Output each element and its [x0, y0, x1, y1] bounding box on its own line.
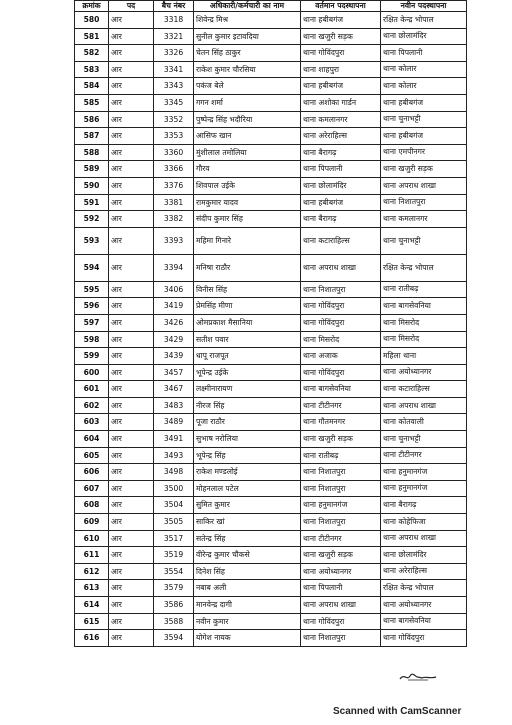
current-posting-cell: थाना शाहपुरा — [301, 61, 381, 78]
header-new-posting: नवीन पदस्थापना — [381, 1, 467, 12]
new-posting-cell: थाना कमलानगर — [381, 211, 467, 228]
serial-cell: 594 — [75, 254, 109, 281]
new-posting-cell: थाना बागसेवनिया — [381, 298, 467, 315]
batch-cell: 3579 — [154, 580, 194, 597]
batch-cell: 3321 — [154, 28, 194, 45]
table-row — [75, 397, 467, 414]
name-cell: राकेश कुमार चौरसिया — [194, 61, 301, 78]
post-cell: आर — [109, 447, 154, 464]
table-row — [75, 144, 467, 161]
batch-cell: 3394 — [154, 254, 194, 281]
header-batch: बैच नंबर — [154, 1, 194, 12]
new-posting-cell: थाना हनुमानगंज — [381, 480, 467, 497]
new-posting-cell: थाना बैरागढ़ — [381, 497, 467, 514]
serial-cell: 592 — [75, 211, 109, 228]
new-posting-cell: थाना कोलार — [381, 61, 467, 78]
current-posting-cell: थाना निशातपुरा — [301, 630, 381, 647]
batch-cell: 3406 — [154, 281, 194, 298]
current-posting-cell: थाना अपराध शाखा — [301, 254, 381, 281]
table-row — [75, 431, 467, 448]
new-posting-cell: थाना एमपीनगर — [381, 144, 467, 161]
current-posting-cell: थाना गोविंदपुरा — [301, 298, 381, 315]
name-cell: सतेन्द्र सिंह — [194, 530, 301, 547]
current-posting-cell: थाना अयोध्यानगर — [301, 563, 381, 580]
table-row — [75, 111, 467, 128]
header-serial: क्रमांक — [75, 1, 109, 12]
table-row — [75, 497, 467, 514]
current-posting-cell: थाना निशातपुरा — [301, 514, 381, 531]
current-posting-cell: थाना हनुमानगंज — [301, 497, 381, 514]
new-posting-cell: थाना कोलार — [381, 78, 467, 95]
new-posting-cell: महिला थाना — [381, 348, 467, 365]
new-posting-cell: रक्षित केन्द्र भोपाल — [381, 12, 467, 29]
post-cell: आर — [109, 331, 154, 348]
current-posting-cell: थाना अजाक — [301, 348, 381, 365]
table-row — [75, 227, 467, 254]
batch-cell: 3360 — [154, 144, 194, 161]
batch-cell: 3352 — [154, 111, 194, 128]
current-posting-cell: थाना गोविंदपुरा — [301, 314, 381, 331]
batch-cell: 3419 — [154, 298, 194, 315]
table-row — [75, 530, 467, 547]
table-row — [75, 331, 467, 348]
table-row — [75, 28, 467, 45]
new-posting-cell: थाना कटाराहिल्स — [381, 381, 467, 398]
new-posting-cell: थाना मिसरोद — [381, 331, 467, 348]
table-row — [75, 547, 467, 564]
post-cell: आर — [109, 28, 154, 45]
post-cell: आर — [109, 547, 154, 564]
batch-cell: 3343 — [154, 78, 194, 95]
name-cell: सुनील कुमार इटावदिया — [194, 28, 301, 45]
table-row — [75, 630, 467, 647]
batch-cell: 3554 — [154, 563, 194, 580]
batch-cell: 3318 — [154, 12, 194, 29]
table-row — [75, 348, 467, 365]
name-cell: विनीस सिंह — [194, 281, 301, 298]
new-posting-cell: थाना छोलामंदिर — [381, 28, 467, 45]
name-cell: शिवपाल उईके — [194, 177, 301, 194]
serial-cell: 600 — [75, 364, 109, 381]
name-cell: संदीप कुमार सिंह — [194, 211, 301, 228]
serial-cell: 599 — [75, 348, 109, 365]
serial-cell: 608 — [75, 497, 109, 514]
batch-cell: 3429 — [154, 331, 194, 348]
post-cell: आर — [109, 630, 154, 647]
new-posting-cell: थाना अपराध शाखा — [381, 530, 467, 547]
new-posting-cell: थाना हबीबगंज — [381, 94, 467, 111]
post-cell: आर — [109, 381, 154, 398]
table-row — [75, 12, 467, 29]
new-posting-cell: थाना अपराध शाखा — [381, 177, 467, 194]
current-posting-cell: थाना निशातपुरा — [301, 480, 381, 497]
name-cell: पुष्पेन्द्र सिंह भदौरिया — [194, 111, 301, 128]
current-posting-cell: थाना रातीबढ़ — [301, 447, 381, 464]
name-cell: लक्ष्मीनारायण — [194, 381, 301, 398]
new-posting-cell: थाना अरेराहिल्स — [381, 563, 467, 580]
new-posting-cell: थाना अयोध्यानगर — [381, 597, 467, 614]
new-posting-cell: थाना हबीबगंज — [381, 128, 467, 145]
batch-cell: 3353 — [154, 128, 194, 145]
post-cell: आर — [109, 254, 154, 281]
serial-cell: 611 — [75, 547, 109, 564]
batch-cell: 3505 — [154, 514, 194, 531]
serial-cell: 595 — [75, 281, 109, 298]
serial-cell: 590 — [75, 177, 109, 194]
batch-cell: 3588 — [154, 613, 194, 630]
batch-cell: 3594 — [154, 630, 194, 647]
name-cell: पकंज बेले — [194, 78, 301, 95]
post-cell: आर — [109, 298, 154, 315]
post-cell: आर — [109, 397, 154, 414]
name-cell: वीरेन्द्र कुमार चौकसे — [194, 547, 301, 564]
post-cell: आर — [109, 497, 154, 514]
table-row — [75, 45, 467, 62]
name-cell: पूजा राठौर — [194, 414, 301, 431]
name-cell: प्रेमसिंह मीणा — [194, 298, 301, 315]
current-posting-cell: थाना पिपलानी — [301, 161, 381, 178]
table-row — [75, 161, 467, 178]
name-cell: सतीश पवार — [194, 331, 301, 348]
current-posting-cell: थाना गोविंदपुरा — [301, 613, 381, 630]
header-current-posting: वर्तमान पदस्थापना — [301, 1, 381, 12]
name-cell: मोहनलाल पटेल — [194, 480, 301, 497]
batch-cell: 3381 — [154, 194, 194, 211]
transfer-list-sheet — [74, 0, 466, 647]
serial-cell: 610 — [75, 530, 109, 547]
serial-cell: 612 — [75, 563, 109, 580]
table-row — [75, 514, 467, 531]
current-posting-cell: थाना बैरागढ़ — [301, 144, 381, 161]
current-posting-cell: थाना खजुरी सड़क — [301, 28, 381, 45]
serial-cell: 583 — [75, 61, 109, 78]
serial-cell: 591 — [75, 194, 109, 211]
batch-cell: 3457 — [154, 364, 194, 381]
serial-cell: 581 — [75, 28, 109, 45]
post-cell: आर — [109, 464, 154, 481]
post-cell: आर — [109, 480, 154, 497]
batch-cell: 3483 — [154, 397, 194, 414]
serial-cell: 607 — [75, 480, 109, 497]
post-cell: आर — [109, 94, 154, 111]
name-cell: साकिर खां — [194, 514, 301, 531]
current-posting-cell: थाना गौतमनगर — [301, 414, 381, 431]
post-cell: आर — [109, 364, 154, 381]
batch-cell: 3500 — [154, 480, 194, 497]
batch-cell: 3519 — [154, 547, 194, 564]
current-posting-cell: थाना कटाराहिल्स — [301, 227, 381, 254]
name-cell: गगन शर्मा — [194, 94, 301, 111]
name-cell: भूपेन्द्र सिंह — [194, 447, 301, 464]
batch-cell: 3382 — [154, 211, 194, 228]
name-cell: सुभाष नरोलिया — [194, 431, 301, 448]
current-posting-cell: थाना गोविंदपुरा — [301, 45, 381, 62]
serial-cell: 596 — [75, 298, 109, 315]
batch-cell: 3504 — [154, 497, 194, 514]
current-posting-cell: थाना टीटीनगर — [301, 530, 381, 547]
serial-cell: 582 — [75, 45, 109, 62]
name-cell: राकेश मण्डलोई — [194, 464, 301, 481]
serial-cell: 601 — [75, 381, 109, 398]
table-row — [75, 78, 467, 95]
serial-cell: 604 — [75, 431, 109, 448]
batch-cell: 3341 — [154, 61, 194, 78]
post-cell: आर — [109, 61, 154, 78]
serial-cell: 615 — [75, 613, 109, 630]
batch-cell: 3586 — [154, 597, 194, 614]
new-posting-cell: थाना टीटीनगर — [381, 447, 467, 464]
table-row — [75, 298, 467, 315]
current-posting-cell: थाना गोविंदपुरा — [301, 364, 381, 381]
name-cell: आसिफ खान — [194, 128, 301, 145]
name-cell: धापू राजपूत — [194, 348, 301, 365]
current-posting-cell: थाना निशातपुरा — [301, 281, 381, 298]
table-row — [75, 464, 467, 481]
post-cell: आर — [109, 597, 154, 614]
new-posting-cell: थाना निशातपुरा — [381, 194, 467, 211]
name-cell: रामकुमार यादव — [194, 194, 301, 211]
new-posting-cell: थाना चुनाभट्टी — [381, 227, 467, 254]
current-posting-cell: थाना बैरागढ़ — [301, 211, 381, 228]
batch-cell: 3393 — [154, 227, 194, 254]
serial-cell: 606 — [75, 464, 109, 481]
new-posting-cell: थाना गोविंदपुरा — [381, 630, 467, 647]
serial-cell: 587 — [75, 128, 109, 145]
new-posting-cell: थाना कोहेफिजा — [381, 514, 467, 531]
current-posting-cell: थाना पिपलानी — [301, 580, 381, 597]
table-row — [75, 61, 467, 78]
serial-cell: 589 — [75, 161, 109, 178]
serial-cell: 613 — [75, 580, 109, 597]
scanner-watermark: Scanned with CamScanner — [333, 706, 462, 717]
post-cell: आर — [109, 563, 154, 580]
new-posting-cell: थाना खजुरी सड़क — [381, 161, 467, 178]
name-cell: सुमित कुमार — [194, 497, 301, 514]
table-row — [75, 563, 467, 580]
post-cell: आर — [109, 111, 154, 128]
serial-cell: 602 — [75, 397, 109, 414]
table-row — [75, 447, 467, 464]
name-cell: चेतन सिंह ठाकुर — [194, 45, 301, 62]
name-cell: भूपेन्द्र उईके — [194, 364, 301, 381]
table-row — [75, 254, 467, 281]
batch-cell: 3366 — [154, 161, 194, 178]
current-posting-cell: थाना खजुरी सड़क — [301, 547, 381, 564]
batch-cell: 3345 — [154, 94, 194, 111]
new-posting-cell: रक्षित केन्द्र भोपाल — [381, 580, 467, 597]
new-posting-cell: थाना चुनाभट्टी — [381, 431, 467, 448]
serial-cell: 580 — [75, 12, 109, 29]
table-row — [75, 281, 467, 298]
post-cell: आर — [109, 78, 154, 95]
current-posting-cell: थाना हबीबगंज — [301, 12, 381, 29]
serial-cell: 585 — [75, 94, 109, 111]
current-posting-cell: थाना कमलानगर — [301, 111, 381, 128]
header-name: अधिकारी/कर्मचारी का नाम — [194, 1, 301, 12]
current-posting-cell: थाना अशोका गार्डन — [301, 94, 381, 111]
current-posting-cell: थाना हबीबगंज — [301, 78, 381, 95]
batch-cell: 3376 — [154, 177, 194, 194]
table-row — [75, 194, 467, 211]
name-cell: मनिषा राठौर — [194, 254, 301, 281]
post-cell: आर — [109, 281, 154, 298]
post-cell: आर — [109, 514, 154, 531]
table-row — [75, 364, 467, 381]
post-cell: आर — [109, 177, 154, 194]
current-posting-cell: थाना टीटीनगर — [301, 397, 381, 414]
batch-cell: 3439 — [154, 348, 194, 365]
post-cell: आर — [109, 431, 154, 448]
table-row — [75, 480, 467, 497]
post-cell: आर — [109, 580, 154, 597]
new-posting-cell: थाना छोलामंदिर — [381, 547, 467, 564]
post-cell: आर — [109, 194, 154, 211]
name-cell: योगेश नायक — [194, 630, 301, 647]
current-posting-cell: थाना अरेराहिल्स — [301, 128, 381, 145]
name-cell: नवीन कुमार — [194, 613, 301, 630]
post-cell: आर — [109, 414, 154, 431]
post-cell: आर — [109, 12, 154, 29]
serial-cell: 584 — [75, 78, 109, 95]
new-posting-cell: थाना कोतवाली — [381, 414, 467, 431]
table-row — [75, 314, 467, 331]
new-posting-cell: थाना मिसरोद — [381, 314, 467, 331]
current-posting-cell: थाना छोलामंदिर — [301, 177, 381, 194]
current-posting-cell: थाना हबीबगंज — [301, 194, 381, 211]
transfer-table — [74, 0, 467, 647]
batch-cell: 3467 — [154, 381, 194, 398]
name-cell: नीरज सिंह — [194, 397, 301, 414]
header-row — [75, 1, 467, 12]
new-posting-cell: थाना रातीबढ़ — [381, 281, 467, 298]
post-cell: आर — [109, 530, 154, 547]
post-cell: आर — [109, 314, 154, 331]
serial-cell: 605 — [75, 447, 109, 464]
serial-cell: 586 — [75, 111, 109, 128]
serial-cell: 614 — [75, 597, 109, 614]
table-row — [75, 211, 467, 228]
serial-cell: 616 — [75, 630, 109, 647]
batch-cell: 3326 — [154, 45, 194, 62]
table-row — [75, 94, 467, 111]
post-cell: आर — [109, 211, 154, 228]
name-cell: महिमा गिनारे — [194, 227, 301, 254]
post-cell: आर — [109, 45, 154, 62]
serial-cell: 588 — [75, 144, 109, 161]
batch-cell: 3517 — [154, 530, 194, 547]
table-row — [75, 580, 467, 597]
header-post: पद — [109, 1, 154, 12]
new-posting-cell: थाना हनुमानगंज — [381, 464, 467, 481]
batch-cell: 3489 — [154, 414, 194, 431]
name-cell: नबाब अली — [194, 580, 301, 597]
new-posting-cell: थाना बागसेवनिया — [381, 613, 467, 630]
batch-cell: 3493 — [154, 447, 194, 464]
name-cell: मानवेन्द्र दागी — [194, 597, 301, 614]
table-row — [75, 597, 467, 614]
name-cell: शिवेन्द्र मिश्र — [194, 12, 301, 29]
new-posting-cell: थाना चुनाभट्टी — [381, 111, 467, 128]
post-cell: आर — [109, 144, 154, 161]
serial-cell: 603 — [75, 414, 109, 431]
name-cell: गौरव — [194, 161, 301, 178]
current-posting-cell: थाना निशातपुरा — [301, 464, 381, 481]
current-posting-cell: थाना मिसरोद — [301, 331, 381, 348]
name-cell: मुंशीलाल तमोलिया — [194, 144, 301, 161]
serial-cell: 609 — [75, 514, 109, 531]
table-row — [75, 613, 467, 630]
new-posting-cell: थाना अयोध्यानगर — [381, 364, 467, 381]
batch-cell: 3491 — [154, 431, 194, 448]
current-posting-cell: थाना खजुरी सड़क — [301, 431, 381, 448]
current-posting-cell: थाना बागसेवनिया — [301, 381, 381, 398]
post-cell: आर — [109, 128, 154, 145]
serial-cell: 593 — [75, 227, 109, 254]
post-cell: आर — [109, 613, 154, 630]
name-cell: ओमप्रकाश मैसानिया — [194, 314, 301, 331]
post-cell: आर — [109, 227, 154, 254]
batch-cell: 3498 — [154, 464, 194, 481]
batch-cell: 3426 — [154, 314, 194, 331]
new-posting-cell: रक्षित केन्द्र भोपाल — [381, 254, 467, 281]
serial-cell: 597 — [75, 314, 109, 331]
new-posting-cell: थाना पिपलानी — [381, 45, 467, 62]
table-row — [75, 128, 467, 145]
serial-cell: 598 — [75, 331, 109, 348]
name-cell: दिनेश सिंह — [194, 563, 301, 580]
new-posting-cell: थाना अपराध शाखा — [381, 397, 467, 414]
signature-mark — [398, 669, 438, 683]
table-row — [75, 381, 467, 398]
table-row — [75, 177, 467, 194]
post-cell: आर — [109, 348, 154, 365]
current-posting-cell: थाना अपराध शाखा — [301, 597, 381, 614]
post-cell: आर — [109, 161, 154, 178]
table-row — [75, 414, 467, 431]
